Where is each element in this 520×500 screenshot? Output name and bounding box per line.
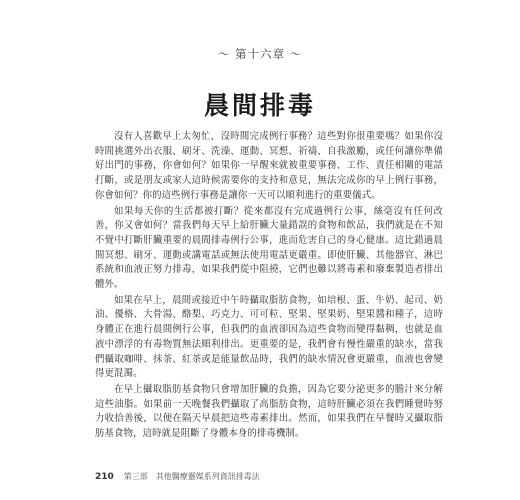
paragraph: 在早上攝取脂肪基食物只會增加肝臟的負擔，因為它要分泌更多的膽汁來分解這些油脂。如果前一天晚餐我們攝取了高脂肪食物，這時肝臟必須在我們睡覺時努力收拾善後，以便在隔天早晨把這些毒素排出。然而，如果我們在早餐時又攝取脂肪基食物，這時就是阻斷了身體本身的排毒機制。 [95, 383, 443, 440]
paragraph: 如果每天你的生活都被打斷？從來都沒有完成過例行公事，絲毫沒有任何改善，你又會如何？當我們每天早上給肝臟大量錯誤的食物和飲品，我們就是在不知不覺中打斷肝臟重要的晨間排毒例行公事，進而危害自己的身心健康。這比錯過晨間冥想、刷牙、運動或講電話或無法使用電話更嚴重。即使肝臟、其他器官、淋巴系統和血液正努力排毒，如果我們從中阻撓，它們也難以將毒素和廢棄製造者排出體外。 [95, 205, 443, 291]
paragraph: 沒有人喜歡早上太匆忙，沒時間完成例行事務？這些對你很重要嗎？如果你沒時間挑選外出衣服、刷牙、洗澡、運動、冥想、祈禱、自我激勵，或任何讓你準備好出門的事務，你會如何？如果你一早醒來就被重要事務、工作、責任相關的電話打斷，或是朋友或家人這時候需要你的支持和意見，無法完成你的早上例行事務，你會如何？你的這些例行事務是讓你一天可以順利進行的重要儀式。 [95, 131, 443, 201]
page-title: 晨間排毒 [203, 91, 316, 120]
body-text [95, 130, 443, 443]
footer-section-label: 第三部 其他醫療靈媒系列資訊排毒法 [123, 472, 260, 481]
page-footer [95, 471, 260, 482]
paragraph: 如果在早上，晨間或接近中午時攝取脂肪食物，如培根、蛋、牛奶、起司、奶油、優格、大骨湯、酪梨、巧克力、可可粒、堅果、堅果奶、堅果醬和種子，這時身體正在進行晨間例行公事，但我們的血液卻因為這些食物而變得黏稠，也就是血液中漂浮的有毒物質無法順利排出。更重要的是，我們會有慢性嚴重的缺水，當我們攝取咖啡、抹茶、紅茶或是能量飲品時，我們的缺水情況會更嚴重，血液也會變得更混濁。 [95, 294, 443, 380]
chapter-heading: ～ 第十六章 ～ [217, 47, 303, 61]
page-number: 210 [95, 472, 114, 482]
